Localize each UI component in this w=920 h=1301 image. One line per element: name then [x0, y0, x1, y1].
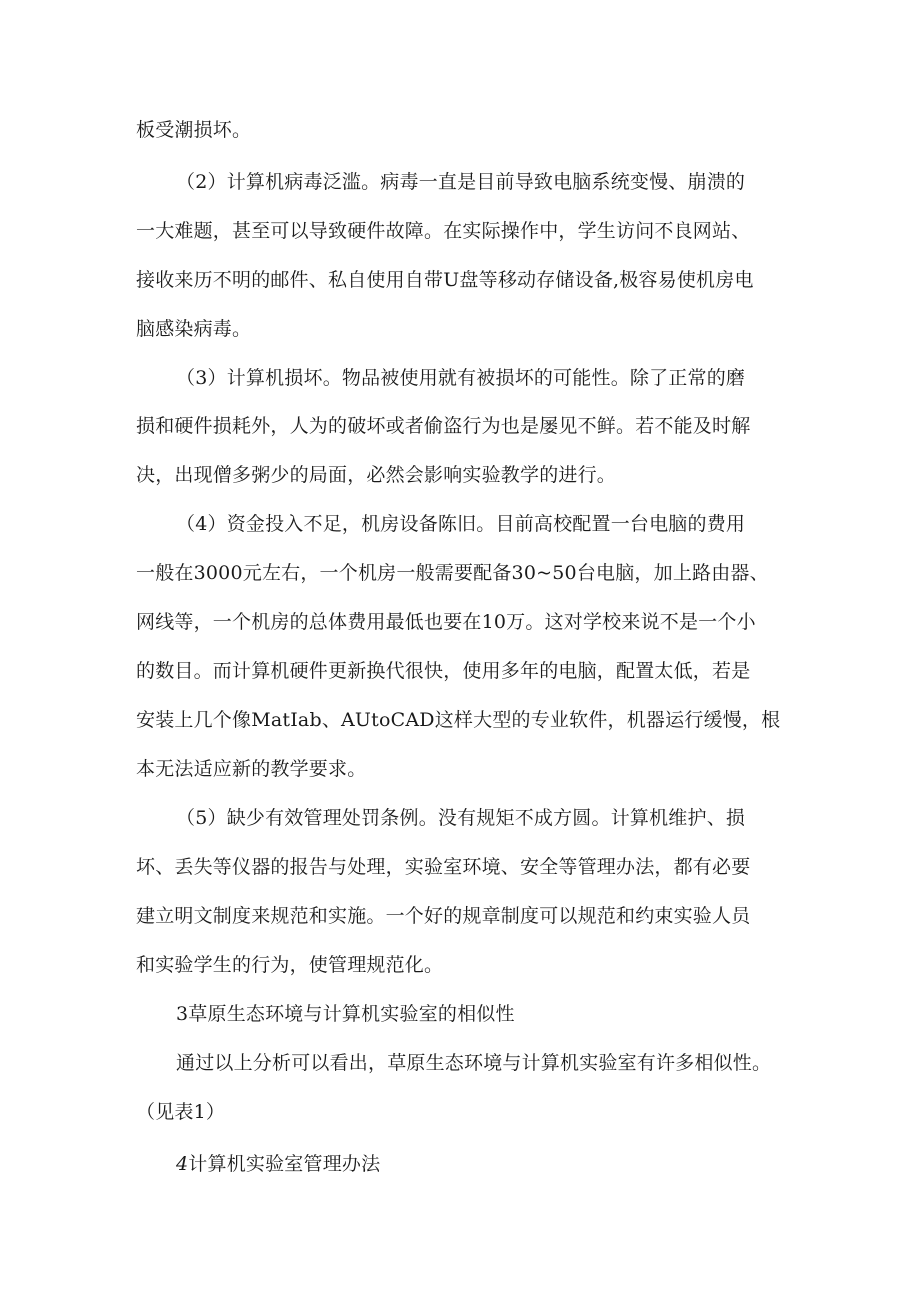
- paragraph-5-line-1: （5）缺少有效管理处罚条例。没有规矩不成方圆。计算机维护、损: [176, 807, 746, 829]
- paragraph-5-line-3: 建立明文制度来规范和实施。一个好的规章制度可以规范和约束实验人员: [136, 905, 751, 927]
- paragraph-4-line-4: 的数目。而计算机硬件更新换代很快，使用多年的电脑，配置太低，若是: [136, 660, 751, 682]
- paragraph-3-line-3: 决，出现僧多粥少的局面，必然会影响实验教学的进行。: [136, 464, 617, 486]
- paragraph-3-line-1: （3）计算机损坏。物品被使用就有被损坏的可能性。除了正常的磨: [176, 367, 746, 389]
- paragraph-2-line-3: 接收来历不明的邮件、私自使用自带U盘等移动存储设备,极容易使机房电: [136, 269, 754, 291]
- section-4-title: 计算机实验室管理办法: [188, 1153, 381, 1175]
- paragraph-4-line-2: 一般在3000元左右，一个机房一般需要配备30~50台电脑，加上路由器、: [136, 562, 769, 584]
- paragraph-4-line-6: 本无法适应新的教学要求。: [136, 758, 367, 780]
- paragraph-2-line-1: （2）计算机病毒泛滥。病毒一直是目前导致电脑系统变慢、崩溃的: [176, 171, 746, 193]
- section-4-number: 4: [176, 1153, 189, 1175]
- paragraph-4-line-3: 网线等，一个机房的总体费用最低也要在10万。这对学校来说不是一个小: [136, 611, 756, 633]
- section-3-heading: 3草原生态环境与计算机实验室的相似性: [176, 1003, 515, 1025]
- text-line-1: 板受潮损坏。: [136, 119, 252, 141]
- paragraph-5-line-4: 和实验学生的行为，使管理规范化。: [136, 954, 444, 976]
- paragraph-2-line-2: 一大难题，甚至可以导致硬件故障。在实际操作中，学生访问不良网站、: [136, 220, 751, 242]
- section-3-paragraph-line-1: 通过以上分析可以看出，草原生态环境与计算机实验室有许多相似性。: [176, 1052, 772, 1074]
- paragraph-3-line-2: 损和硬件损耗外，人为的破坏或者偷盗行为也是屡见不鲜。若不能及时解: [136, 415, 751, 437]
- paragraph-2-line-4: 脑感染病毒。: [136, 318, 252, 340]
- section-3-paragraph-line-2: （见表1）: [136, 1101, 226, 1123]
- section-4-heading: [176, 1152, 380, 1176]
- paragraph-5-line-2: 坏、丢失等仪器的报告与处理，实验室环境、安全等管理办法，都有必要: [136, 856, 751, 878]
- paragraph-4-line-1: （4）资金投入不足，机房设备陈旧。目前高校配置一台电脑的费用: [176, 513, 746, 535]
- paragraph-4-line-5: 安装上几个像MatIab、AUtoCAD这样大型的专业软件，机器运行缓慢，根: [136, 709, 781, 731]
